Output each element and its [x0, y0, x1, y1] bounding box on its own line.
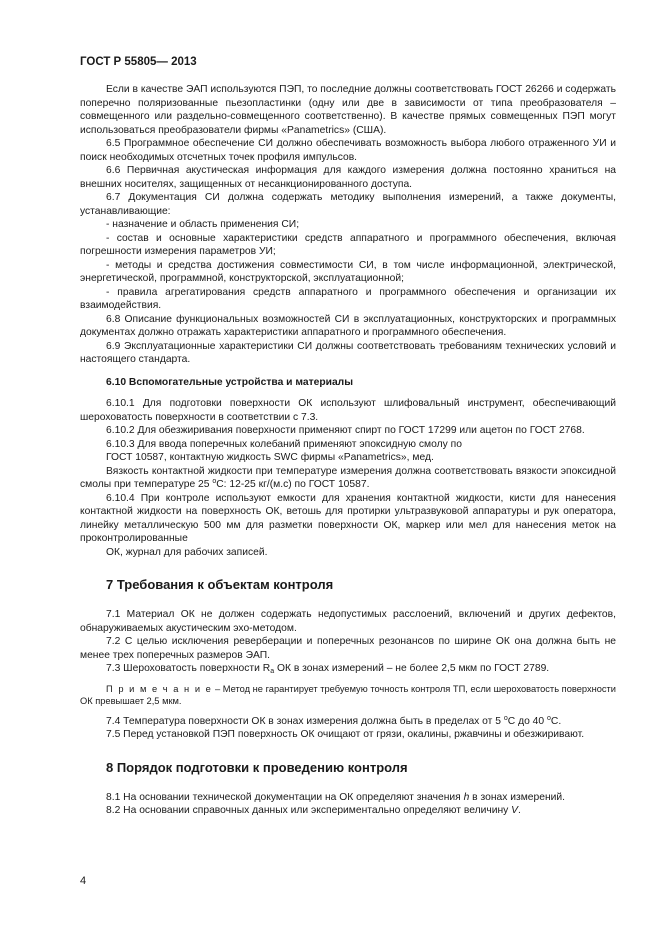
viscosity-text-b: С: 12-25 кг/(м.с) по ГОСТ 10587. [216, 479, 370, 490]
paragraph-7-3 [80, 662, 616, 676]
subsection-heading-6-10: 6.10 Вспомогательные устройства и материалы [106, 376, 354, 388]
list-item: - назначение и область применения СИ; [106, 219, 300, 230]
section-heading-8: 8 Порядок подготовки к проведению контроля [106, 759, 408, 775]
document-body [80, 83, 616, 818]
note [80, 683, 616, 708]
list-item: - методы и средства достижения совместимости СИ, в том числе информационной, электрической, энергетической, программной, конструкторской, эксплуатационной; [80, 259, 616, 284]
roughness-text-a: 7.3 Шероховатость поверхности R [106, 663, 271, 674]
variable-h: h [463, 791, 470, 803]
paragraph-6-10-1: 6.10.1 Для подготовки поверхности ОК используют шлифовальный инструмент, обеспечивающий шероховатость поверхности в соответствии с 7.3. [80, 398, 616, 423]
section-heading-7: 7 Требования к объектам контроля [106, 577, 334, 592]
paragraph-8-2 [80, 804, 616, 818]
paragraph-6-10-2: 6.10.2 Для обезжиривания поверхности применяют спирт по ГОСТ 17299 или ацетон по ГОСТ 2768. [106, 425, 585, 436]
degree-mark: o [212, 478, 217, 485]
paragraph-6-5: 6.5 Программное обеспечение СИ должно обеспечивать возможность выбора любого отраженного УИ и поиск необходимых отсчетных точек профиля импульсов. [80, 138, 616, 163]
document-header: ГОСТ Р 55805— 2013 [80, 56, 197, 68]
paragraph-7-4 [80, 715, 616, 729]
note-label: П р и м е ч а н и е [106, 683, 213, 694]
paragraph-journal: ОК, журнал для рабочих записей. [106, 546, 268, 558]
p8-2-text-b: . [518, 805, 521, 816]
roughness-subscript: a [270, 668, 275, 675]
temp-text-a: 7.4 Температура поверхности ОК в зонах измерения должна быть в пределах от 5 [106, 715, 504, 727]
viscosity-text-a: Вязкость контактной жидкости при температуре измерения должна соответствовать вязкости эпоксидной смолы при температуре 25 [80, 465, 616, 490]
degree-mark: o [503, 714, 508, 722]
paragraph-6-7: 6.7 Документация СИ должна содержать методику выполнения измерений, а также документы, устанавливающие: [80, 192, 616, 217]
temp-text-c: С. [550, 715, 562, 727]
paragraph-viscosity [80, 465, 616, 492]
paragraph-6-6: 6.6 Первичная акустическая информация для каждого измерения должна постоянно храниться на внешних носителях, защищенных от несанкционированного доступа. [80, 165, 616, 190]
paragraph-6-10-3: 6.10.3 Для ввода поперечных колебаний применяют эпоксидную смолу по [106, 438, 462, 450]
paragraph-7-2: 7.2 С целью исключения реверберации и поперечных резонансов по ширине ОК она должна быть не менее трех поперечных размеров ЭАП. [80, 636, 616, 661]
p8-1-text-b: в зонах измерений. [469, 791, 566, 803]
list-item: - состав и основные характеристики средств аппаратного и программного обеспечения, включая погрешности измерения параметров УИ; [80, 232, 616, 257]
paragraph-6-9: 6.9 Эксплуатационные характеристики СИ должны соответствовать требованиям технических условий и настоящего стандарта. [80, 340, 616, 365]
temp-text-b: С до 40 [507, 715, 547, 727]
note-text: – Метод не гарантирует требуемую точность контроля ТП, если шероховатость поверхности ОК превышает 2,5 мкм. [80, 683, 616, 706]
paragraph-6-10-4: 6.10.4 При контроле используют емкости для хранения контактной жидкости, кисти для нанесения контактной жидкости на поверхность ОК, ветошь для протирки ультразвуковой аппаратуры и рук оператора, линейку металлическую 500 мм для разметки поверхности ОК, маркер или мел для нанесения меток на проконтролированные [80, 492, 616, 544]
paragraph-eap: Если в качестве ЭАП используются ПЭП, то последние должны соответствовать ГОСТ 26266 и содержать поперечно поляризованные пьезопластинки (одну или две в зависимости от типа преобразователя – совмещенного или раздельно-совмещенного соответственно). В качестве прямых совмещенных ПЭП могут использоваться преобразователи фирмы «Panametrics» (США). [80, 84, 616, 136]
paragraph-6-10-3-cont: ГОСТ 10587, контактную жидкость SWC фирмы «Panametrics», мед. [106, 452, 434, 463]
variable-v: V [511, 805, 519, 816]
p8-1-text-a: 8.1 На основании технической документации на ОК определяют значения [106, 791, 464, 803]
paragraph-7-1: 7.1 Материал ОК не должен содержать недопустимых расслоений, включений и других дефектов, обнаруживаемых акустическим эхо-методом. [80, 609, 616, 634]
paragraph-7-5: 7.5 Перед установкой ПЭП поверхность ОК очищают от грязи, окалины, ржавчины и обезжиривают. [106, 729, 585, 740]
roughness-text-b: ОК в зонах измерений – не более 2,5 мкм по ГОСТ 2789. [274, 663, 550, 674]
page-number: 4 [80, 875, 87, 887]
paragraph-8-1 [80, 791, 616, 805]
degree-mark: o [546, 714, 551, 722]
p8-2-text-a: 8.2 На основании справочных данных или экспериментально определяют величину [106, 805, 512, 816]
list-item: - правила агрегатирования средств аппаратного и программного обеспечения и организации их взаимодействия. [80, 286, 616, 311]
paragraph-6-8: 6.8 Описание функциональных возможностей СИ в эксплуатационных, конструкторских и программных документах должно отражать характеристики аппаратного и программного обеспечения. [80, 313, 616, 338]
